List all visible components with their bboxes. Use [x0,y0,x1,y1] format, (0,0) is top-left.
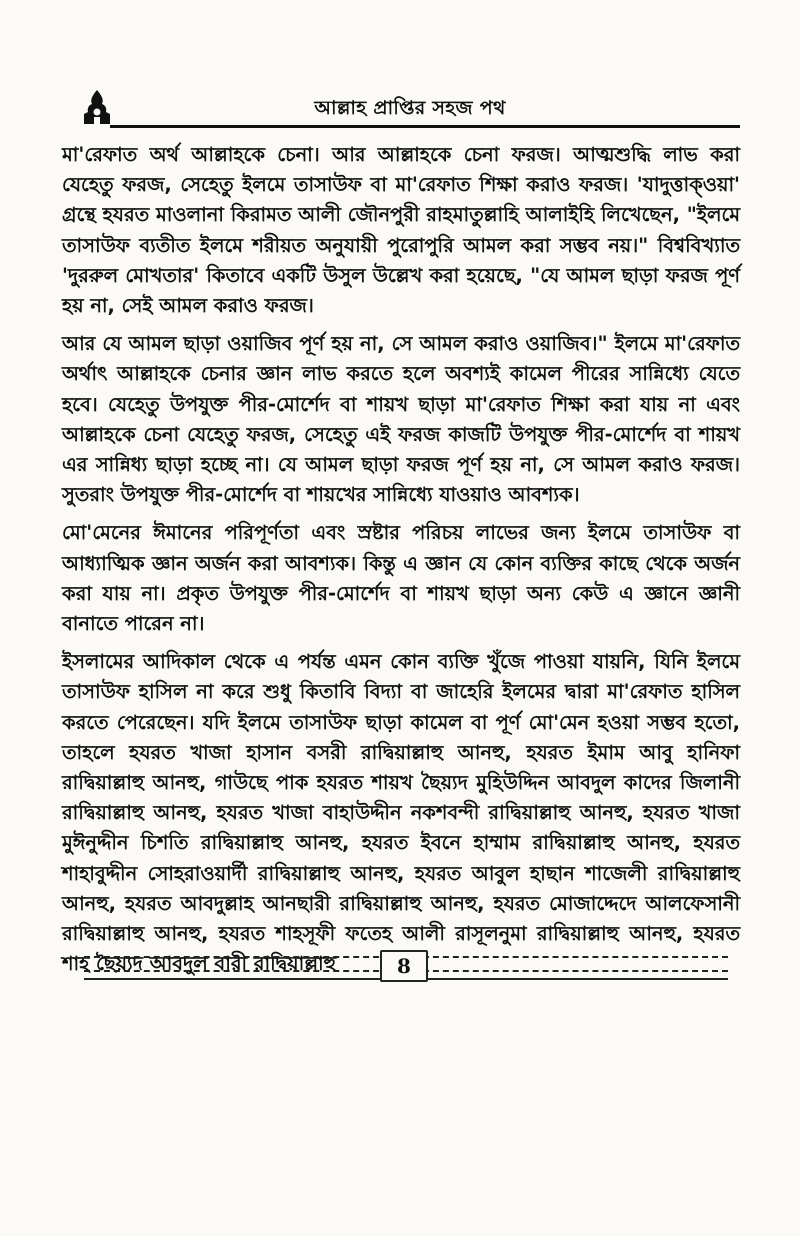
page-footer [84,950,728,986]
paragraph-1: মা'রেফাত অর্থ আল্লাহকে চেনা। আর আল্লাহকে চেনা ফরজ। আত্মশুদ্ধি লাভ করা যেহেতু ফরজ, সেহেতু ইলমে তাসাউফ বা মা'রেফাত শিক্ষা করাও ফরজ। 'যাদুত্তাক্ওয়া' গ্রন্থে হযরত মাওলানা কিরামত আলী জৌনপুরী রাহমাতুল্লাহি আলাইহি লিখেছেন, "ইলমে তাসাউফ ব্যতীত ইলমে শরীয়ত অনুযায়ী পুরোপুরি আমল করা সম্ভব নয়।" বিশ্ববিখ্যাত 'দুররুল মোখতার' কিতাবে একটি উসুল উল্লেখ করা হয়েছে, "যে আমল ছাড়া ফরজ পূর্ণ হয় না, সেই আমল করাও ফরজ। [62,143,740,318]
header-rule [110,125,740,128]
running-title: আল্লাহ প্রাপ্তির সহজ পথ [314,97,506,119]
paragraph-4: ইসলামের আদিকাল থেকে এ পর্যন্ত এমন কোন ব্যক্তি খুঁজে পাওয়া যায়নি, যিনি ইলমে তাসাউফ হাসিল না করে শুধু কিতাবি বিদ্যা বা জাহেরি ইলমের দ্বারা মা'রেফাত হাসিল করতে পেরেছেন। যদি ইলমে তাসাউফ ছাড়া কামেল বা পূর্ণ মো'মেন হওয়া সম্ভব হতো, তাহলে হযরত খাজা হাসান বসরী রাদ্বিয়াল্লাহু আনহু, হযরত ইমাম আবু হানিফা রাদ্বিয়াল্লাহু আনহু, গাউছে পাক হযরত শায়খ ছৈয়্যদ মুহিউদ্দিন আবদুল কাদের জিলানী রাদ্বিয়াল্লাহু আনহু, হযরত খাজা বাহাউদ্দীন নকশবন্দী রাদ্বিয়াল্লাহু আনহু, হযরত খাজা মুঈনুদ্দীন চিশতি রাদ্বিয়াল্লাহু আনহু, হযরত ইবনে হাম্মাম রাদ্বিয়াল্লাহু আনহু, হযরত শাহাবুদ্দীন সোহরাওয়ার্দী রাদ্বিয়াল্লাহু আনহু, হযরত আবুল হাছান শাজেলী রাদ্বিয়াল্লাহু আনহু, হযরত আবদুল্লাহ আনছারী রাদ্বিয়াল্লাহু আনহু, হযরত মোজাদ্দেদে আলফেসানী রাদ্বিয়াল্লাহু আনহু, হযরত শাহসূফী ফতেহ আলী রাসূলনুমা রাদ্বিয়াল্লাহু আনহু, হযরত শাহ ছৈয়্যদ আবদুল বারী রাদ্বিয়াল্লাহু [62,650,740,976]
page-header [80,88,740,128]
body-text [62,140,740,987]
page-number: 8 [380,950,428,982]
paragraph-3: মো'মেনের ঈমানের পরিপূর্ণতা এবং স্রষ্টার পরিচয় লাভের জন্য ইলমে তাসাউফ বা আধ্যাত্মিক জ্ঞান অর্জন করা আবশ্যক। কিন্তু এ জ্ঞান যে কোন ব্যক্তির কাছে থেকে অর্জন করা যায় না। প্রকৃত উপযুক্ত পীর-মোর্শেদ বা শায়খ ছাড়া অন্য কেউ এ জ্ঞানে জ্ঞানী বানাতে পারেন না। [62,521,740,636]
paragraph-2: আর যে আমল ছাড়া ওয়াজিব পূর্ণ হয় না, সে আমল করাও ওয়াজিব।" ইলমে মা'রেফাত অর্থাৎ আল্লাহকে চেনার জ্ঞান লাভ করতে হলে অবশ্যই কামেল পীরের সান্নিধ্যে যেতে হবে। যেহেতু উপযুক্ত পীর-মোর্শেদ বা শায়খ ছাড়া মা'রেফাত শিক্ষা করা যায় না এবং আল্লাহকে চেনা যেহেতু ফরজ, সেহেতু এই ফরজ কাজটি উপযুক্ত পীর-মোর্শেদ বা শায়খ এর সান্নিধ্য ছাড়া হচ্ছে না। যে আমল ছাড়া ফরজ পূর্ণ হয় না, সে আমল করাও ফরজ। সুতরাং উপযুক্ত পীর-মোর্শেদ বা শায়খের সান্নিধ্যে যাওয়াও আবশ্যক। [62,332,740,507]
